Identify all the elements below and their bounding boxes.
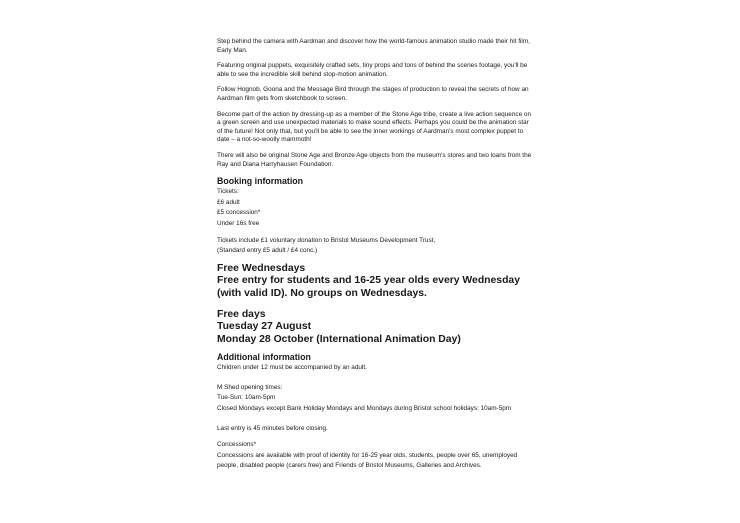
opening-times-block xyxy=(217,383,532,415)
concessions-block xyxy=(217,440,532,472)
intro-paragraph: There will also be original Stone Age and Bronze Age objects from the museum's stores and two loans from the Ray and Diana Harryhausen Foundation. xyxy=(217,151,532,168)
children-note: Children under 12 must be accompanied by an adult. xyxy=(217,364,367,372)
tickets-block xyxy=(217,187,532,229)
donation-note: Tickets include £1 voluntary donation to Bristol Museums Development Trust, xyxy=(217,236,436,244)
free-wednesdays-text: Free entry for students and 16-25 year olds every Wednesday (with valid ID). No groups on Wednesdays. xyxy=(217,275,520,299)
free-day: Monday 28 October (International Animation Day) xyxy=(217,333,461,345)
free-wednesdays-heading: Free Wednesdays xyxy=(217,262,306,274)
booking-heading: Booking information xyxy=(217,176,304,187)
donation-block xyxy=(217,236,532,257)
concessions-text: Concessions are available with proof of identity for 16-25 year olds, students, people over 65, unemployed people, disabled people (carers free) and Friends of Bristol Museums, Galleries and Archives. xyxy=(217,451,518,470)
opening-times-label: M Shed opening times: xyxy=(217,383,283,391)
standard-entry-note: (Standard entry £5 adult / £4 conc.) xyxy=(217,247,318,255)
document-content xyxy=(217,38,532,472)
last-entry-note: Last entry is 45 minutes before closing. xyxy=(217,424,328,432)
intro-paragraph: Follow Hognob, Goona and the Message Bird through the stages of production to reveal the secrets of how an Aardman film gets from sketchbook to screen. xyxy=(217,86,529,102)
additional-info-heading: Additional information xyxy=(217,352,311,363)
intro-paragraph: Step behind the camera with Aardman and discover how the world-famous animation studio made their hit film, Early Man. xyxy=(217,38,530,54)
opening-times-line: Tue-Sun: 10am-5pm xyxy=(217,394,276,402)
ticket-price: Under 16s free xyxy=(217,219,260,227)
intro-paragraph: Featuring original puppets, exquisitely crafted sets, tiny props and tons of behind the scenes footage, you'll be able to see the incredible skill behind stop-motion animation. xyxy=(217,62,528,78)
free-day: Tuesday 27 August xyxy=(217,321,312,333)
tickets-label: Tickets: xyxy=(217,188,239,196)
concessions-label: Concessions* xyxy=(217,441,257,449)
ticket-price: £6 adult xyxy=(217,198,240,206)
ticket-price: £5 concession* xyxy=(217,209,261,217)
opening-times-line: Closed Mondays except Bank Holiday Mondays and Mondays during Bristol school holidays: 10am-5pm xyxy=(217,404,512,412)
free-days-heading: Free days xyxy=(217,308,266,320)
intro-paragraph: Become part of the action by dressing-up as a member of the Stone Age tribe, create a live action sequence on a green screen and use unexpected materials to make sound effects. Perhaps you could be the animation star of the future! Not only that, but you'll be able to see the inner workings of Aardman's most complex puppet to date – a not-so-woolly mammoth! xyxy=(217,110,532,144)
